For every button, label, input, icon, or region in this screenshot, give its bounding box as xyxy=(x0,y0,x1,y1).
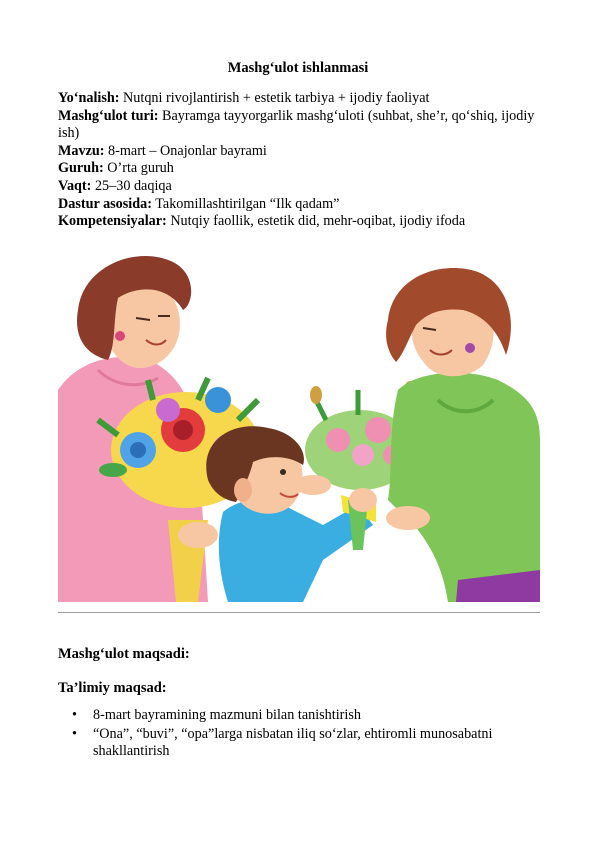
meta-value: Bayramga tayyorgarlik mashg‘uloti (suhbat, she’r, qo‘shiq, ijodiy ish) xyxy=(58,107,535,142)
meta-value: O’rta guruh xyxy=(103,160,174,177)
meta-row-group xyxy=(58,160,538,178)
meta-value: Nutqiy faollik, estetik did, mehr-oqibat, ijodiy ifoda xyxy=(166,213,466,230)
meta-label: Dastur asosida: xyxy=(58,195,152,212)
bullet-icon: • xyxy=(72,707,77,723)
illustration-svg xyxy=(58,250,540,602)
meta-label: Yo‘nalish: xyxy=(58,90,120,106)
page-title: Mashg‘ulot ishlanmasi xyxy=(227,60,369,76)
meta-label: Guruh: xyxy=(58,160,104,177)
list-item xyxy=(58,726,528,761)
meta-label: Mashg‘ulot turi: xyxy=(58,107,159,124)
list-item-text: “Ona”, “buvi”, “opa”larga nisbatan iliq so‘zlar, ehtiromli munosabatni shakllantirish xyxy=(93,725,493,760)
meta-label: Kompetensiyalar: xyxy=(58,213,167,230)
meta-row-competencies xyxy=(58,213,538,231)
meta-row-topic xyxy=(58,143,538,161)
meta-value: 25–30 daqiqa xyxy=(91,177,172,194)
meta-row-type xyxy=(58,108,538,143)
meta-row-time xyxy=(58,178,538,196)
meta-value: Nutqni rivojlantirish + estetik tarbiya + ijodiy faoliyat xyxy=(119,90,430,106)
illustration-mothers-day xyxy=(58,250,540,602)
meta-value: 8-mart – Onajonlar bayrami xyxy=(104,142,267,159)
section-divider xyxy=(58,612,540,613)
meta-label: Vaqt: xyxy=(58,177,92,194)
goal-heading: Mashg‘ulot maqsadi: xyxy=(58,646,190,662)
meta-block xyxy=(58,90,538,231)
bullet-icon: • xyxy=(72,725,77,742)
list-item xyxy=(58,707,528,725)
meta-row-direction xyxy=(58,90,538,108)
educational-goal-heading: Ta’limiy maqsad: xyxy=(58,680,167,696)
meta-label: Mavzu: xyxy=(58,142,105,159)
meta-row-program xyxy=(58,196,538,214)
meta-value: Takomillashtirilgan “Ilk qadam” xyxy=(151,195,340,212)
list-item-text: 8-mart bayramining mazmuni bilan tanishtirish xyxy=(93,707,361,723)
goal-list xyxy=(58,707,528,762)
